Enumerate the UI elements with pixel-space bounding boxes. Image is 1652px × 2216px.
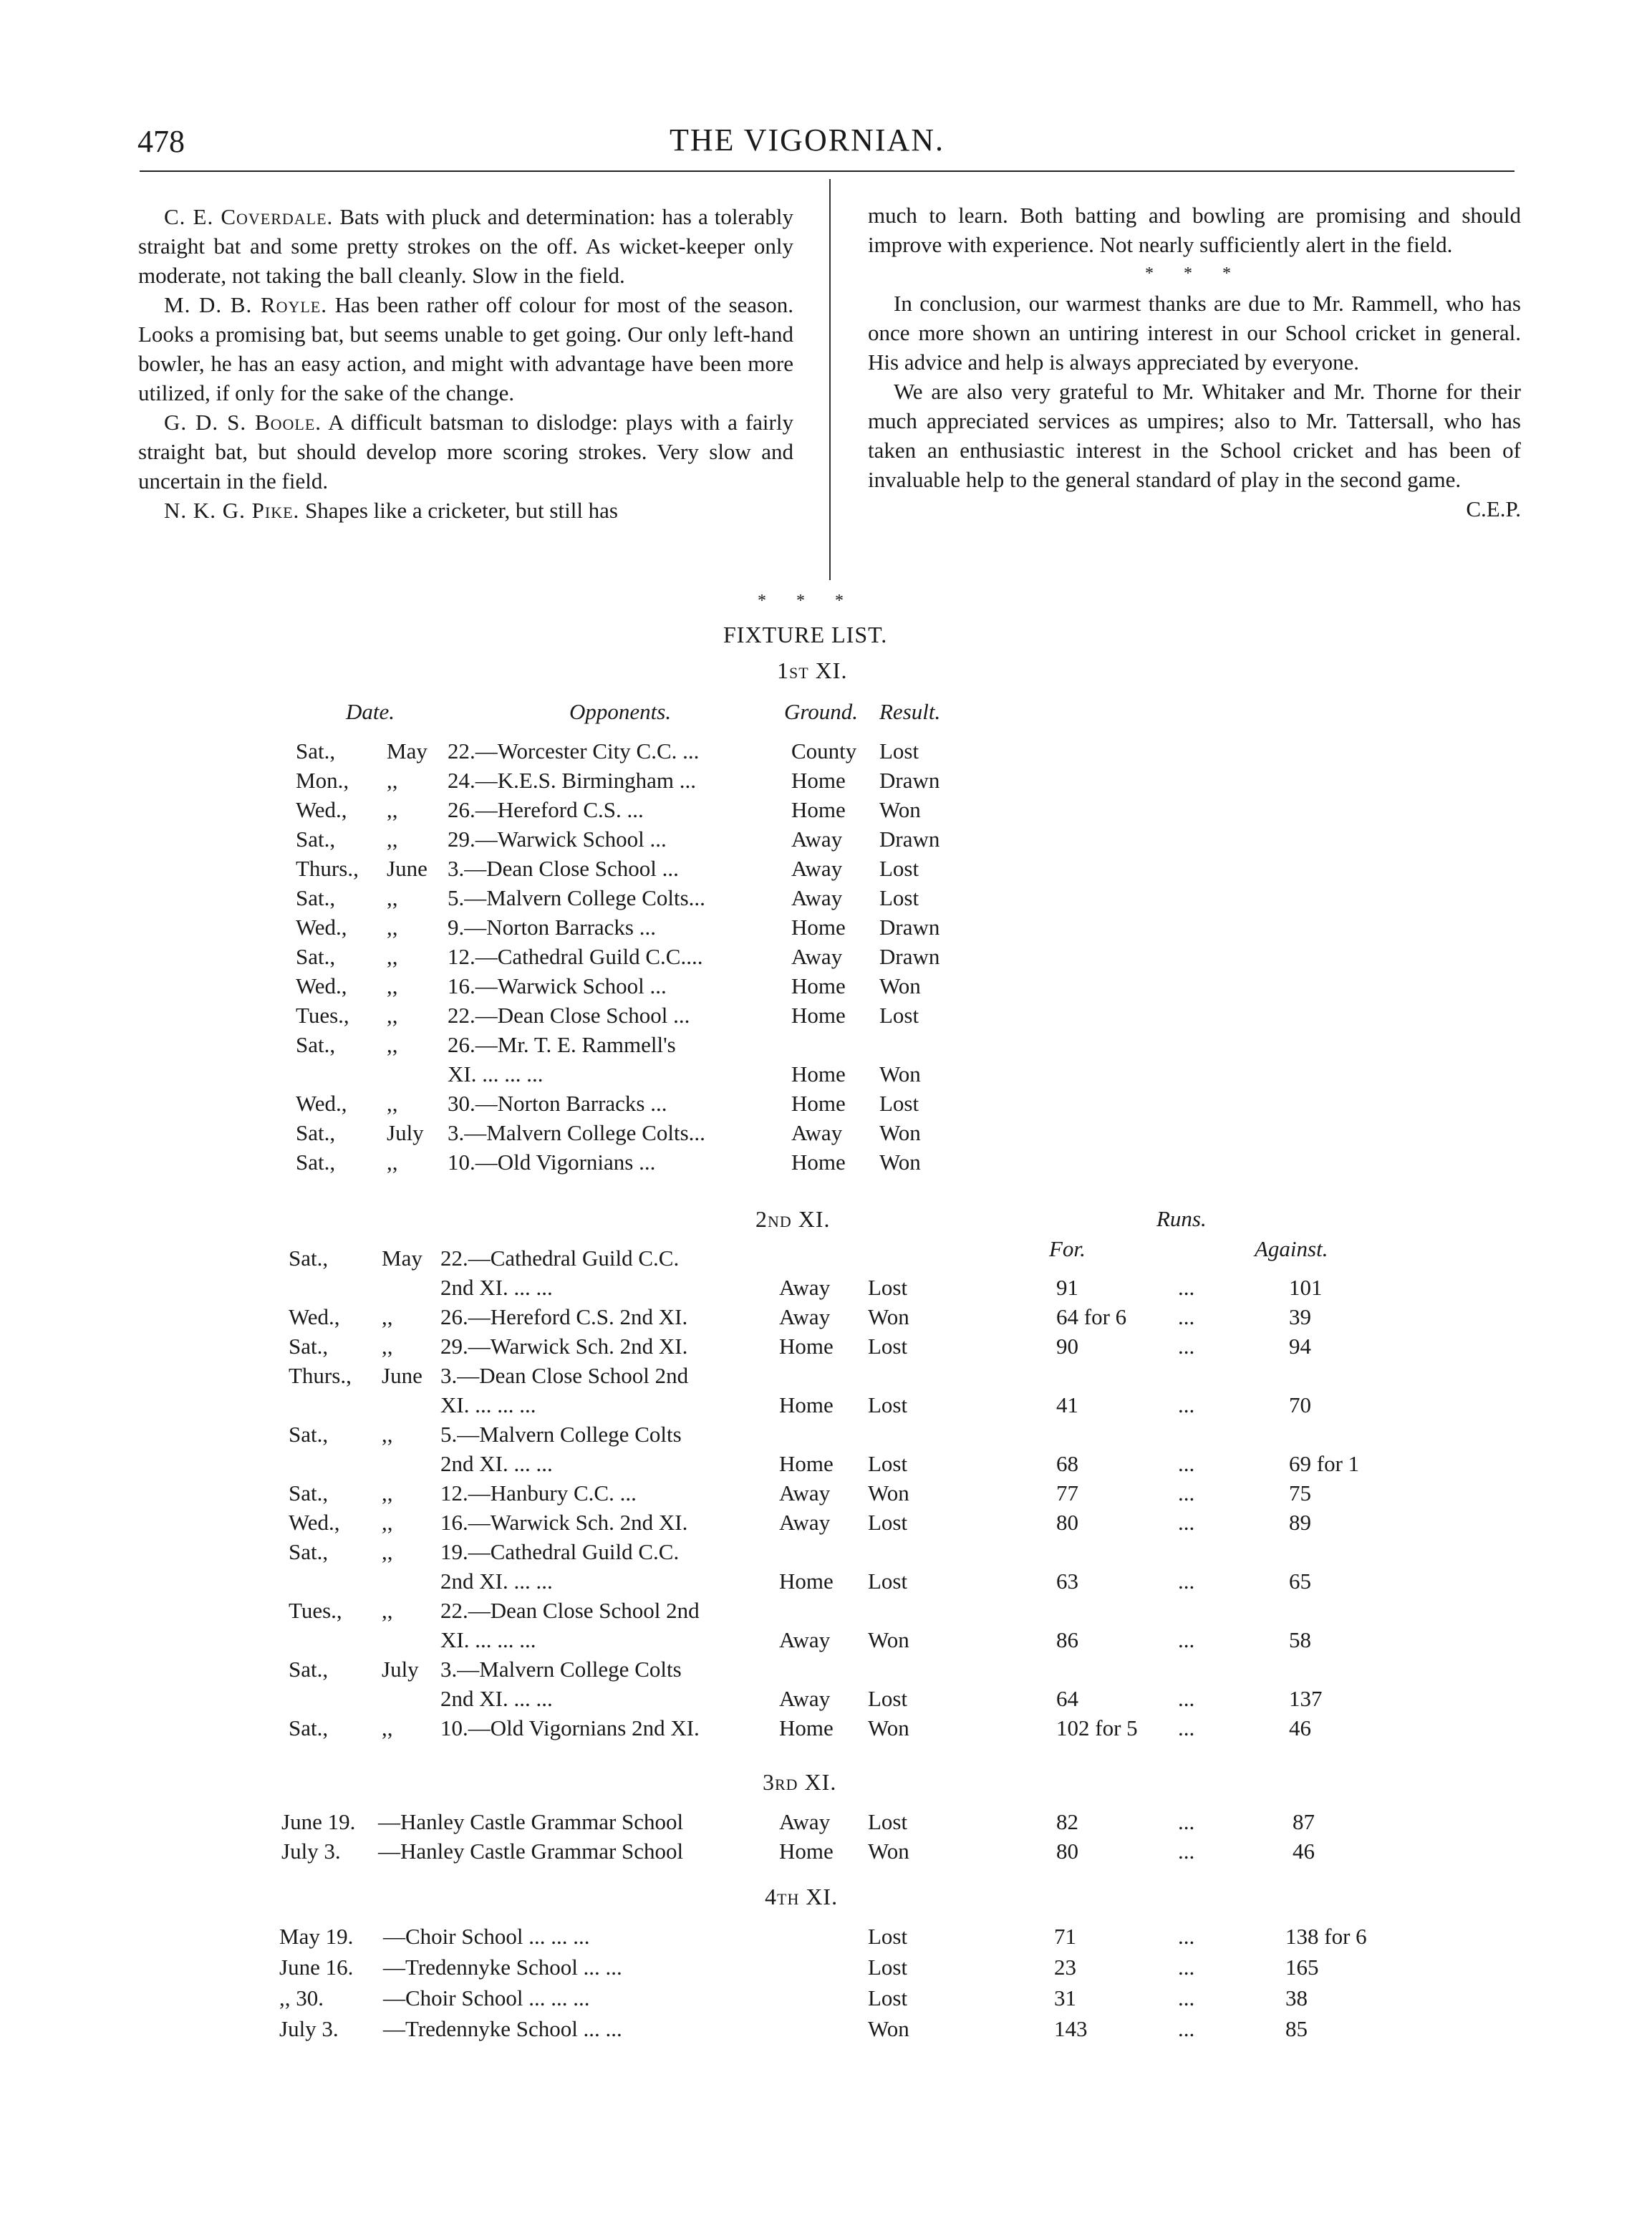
header-for: For. [1049,1236,1086,1261]
header-result: Result. [879,699,941,724]
cell-ground: Home [779,1839,834,1864]
player-name: C. E. Coverdale. [164,204,334,229]
fixture-row [0,1508,1652,1537]
cell-opponent: 22.—Dean Close School ... [448,1003,690,1028]
player-name: N. K. G. Pike. [164,498,300,523]
cell-leader-dots: ... [1178,1569,1195,1594]
cell-ground: Home [791,1150,846,1175]
fixture-row [0,1147,1652,1177]
cell-result: Lost [868,1686,908,1711]
fixture-row [0,912,1652,942]
cell-month: July [387,1120,424,1145]
cell-ground: Away [791,1120,843,1145]
cell-result: Lost [868,1924,908,1949]
cell-ground: Away [779,1809,831,1834]
cell-day: Thurs., [289,1363,352,1388]
cell-ground: Away [779,1275,831,1300]
cell-ground: Away [779,1510,831,1535]
cell-day: Wed., [296,1091,347,1116]
cell-leader-dots: ... [1178,1304,1195,1329]
cell-month: ,, [382,1715,393,1740]
cell-runs-against: 165 [1285,1955,1319,1980]
cell-result: Won [879,973,921,998]
cell-runs-for: 68 [1056,1451,1078,1476]
cell-opponent: 3.—Dean Close School ... [448,856,679,881]
report-text: A difficult batsman to dislodge: plays with a fairly straight bat, but should develop more scoring strokes. Very slow and uncertain in the field. [138,410,793,493]
cell-day: Tues., [296,1003,349,1028]
cell-result: Lost [879,738,919,763]
fixture-row [0,1478,1652,1508]
cell-runs-against: 138 for 6 [1285,1924,1367,1949]
cell-runs-for: 31 [1054,1985,1076,2010]
cell-ground: County [791,738,857,763]
cell-date: July 3. [279,2016,339,2041]
cell-result: Won [879,1061,921,1087]
cell-opponent: 10.—Old Vigornians 2nd XI. [440,1715,700,1740]
cell-result: Lost [879,885,919,910]
cell-runs-against: 94 [1289,1334,1311,1359]
cell-month: May [387,738,428,763]
cell-runs-against: 39 [1289,1304,1311,1329]
cell-day: Sat., [289,1657,329,1682]
cell-opponent: 12.—Cathedral Guild C.C.... [448,944,703,969]
page-number: 478 [137,124,185,159]
cell-ground: Away [791,856,843,881]
cell-runs-for: 80 [1056,1510,1078,1535]
cell-leader-dots: ... [1178,1715,1195,1740]
header-runs: Runs. [1156,1206,1207,1231]
fixture-row [0,1625,1652,1654]
conclusion-paragraph: In conclusion, our warmest thanks are due to Mr. Rammell, who has once more shown an untiring interest in our School cricket in general. His advice and help is always appreciated by everyone. [868,291,1521,375]
cell-day: Thurs., [296,856,359,881]
cell-day: Sat., [296,944,336,969]
cell-ground: Home [791,1061,846,1087]
cell-runs-against: 69 for 1 [1289,1451,1360,1476]
cell-opponent: XI. ... ... ... [440,1392,536,1417]
cell-month: ,, [387,915,398,940]
cell-day: Sat., [296,1120,336,1145]
fixture-row [0,1654,1652,1684]
cell-opponent: 5.—Malvern College Colts [440,1422,682,1447]
cell-opponent: —Tredennyke School ... ... [383,2016,622,2041]
header-date: Date. [346,699,395,724]
cell-opponent: 22.—Dean Close School 2nd [440,1598,700,1623]
cell-result: Drawn [879,915,940,940]
cell-ground: Away [791,827,843,852]
cell-result: Won [868,1627,909,1652]
cell-opponent: 19.—Cathedral Guild C.C. [440,1539,680,1564]
cell-month: ,, [387,944,398,969]
cell-runs-against: 70 [1289,1392,1311,1417]
right-column [868,201,1521,524]
cell-opponent: —Choir School ... ... ... [383,1985,590,2010]
cell-result: Lost [868,1392,908,1417]
fixture-row [0,1118,1652,1147]
cell-opponent: 2nd XI. ... ... [440,1451,553,1476]
cell-runs-against: 38 [1285,1985,1308,2010]
running-title: THE VIGORNIAN. [670,122,945,158]
cell-day: Wed., [296,915,347,940]
signature: C.E.P. [1466,496,1521,521]
player-name: M. D. B. Royle. [164,292,327,317]
cell-result: Drawn [879,944,940,969]
cell-ground: Away [791,944,843,969]
header-against: Against. [1255,1236,1328,1261]
cell-result: Won [879,1120,921,1145]
fixture-row [0,1922,1652,1951]
fixture-row [0,883,1652,912]
cell-day: Sat., [289,1422,329,1447]
cell-ground: Home [791,915,846,940]
cell-month: June [387,856,428,881]
cell-result: Lost [868,1569,908,1594]
cell-month: ,, [387,827,398,852]
cell-day: Sat., [289,1539,329,1564]
cell-runs-for: 71 [1054,1924,1076,1949]
cell-month: ,, [387,973,398,998]
cell-ground: Home [791,768,846,793]
cell-runs-against: 89 [1289,1510,1311,1535]
cell-ground: Home [779,1334,834,1359]
cell-opponent: 16.—Warwick Sch. 2nd XI. [440,1510,688,1535]
cell-runs-for: 64 [1056,1686,1078,1711]
fixture-row [0,1952,1652,1982]
cell-runs-for: 63 [1056,1569,1078,1594]
cell-opponent: 2nd XI. ... ... [440,1275,553,1300]
fixture-row [0,1836,1652,1866]
cell-date: June 16. [279,1955,354,1980]
cell-opponent: 26.—Hereford C.S. 2nd XI. [440,1304,688,1329]
cell-leader-dots: ... [1178,2016,1195,2041]
cell-ground: Home [779,1715,834,1740]
cell-month: ,, [387,1091,398,1116]
fixture-row [0,1331,1652,1361]
fixture-row [0,1420,1652,1449]
cell-month: ,, [387,885,398,910]
cell-result: Won [868,1480,909,1506]
cell-ground: Away [791,885,843,910]
cell-opponent: —Hanley Castle Grammar School [378,1839,684,1864]
report-paragraph [138,290,793,408]
cell-day: Wed., [296,797,347,822]
cell-ground: Home [791,797,846,822]
column-rule [829,179,831,580]
report-text: Has been rather off colour for most of the season. Looks a promising bat, but seems unable to get going. Our only left-hand bowler, he has an easy action, and might with advantage have been more utilized, if only for the sake of the change. [138,292,793,405]
cell-result: Lost [868,1510,908,1535]
cell-opponent: 26.—Hereford C.S. ... [448,797,644,822]
cell-ground: Away [779,1480,831,1506]
cell-runs-against: 137 [1289,1686,1323,1711]
cell-opponent: 16.—Warwick School ... [448,973,667,998]
left-column [138,202,793,525]
fixture-row [0,854,1652,883]
second-xi-heading: 2nd XI. [755,1206,831,1232]
cell-opponent: 22.—Cathedral Guild C.C. [440,1246,680,1271]
cell-result: Lost [879,1003,919,1028]
cell-ground: Home [791,1091,846,1116]
cell-ground: Away [779,1627,831,1652]
cell-ground: Away [779,1304,831,1329]
cell-day: Sat., [296,885,336,910]
header-rule [140,170,1515,172]
cell-runs-for: 90 [1056,1334,1078,1359]
cell-month: ,, [382,1422,393,1447]
cell-result: Lost [868,1985,908,2010]
cell-result: Lost [868,1955,908,1980]
cell-runs-against: 85 [1285,2016,1308,2041]
cell-date: ,, 30. [279,1985,324,2010]
cell-runs-against: 46 [1289,1715,1311,1740]
header-ground: Ground. [784,699,859,724]
fixture-row [0,1059,1652,1089]
fixture-row [0,1243,1652,1273]
cell-month: ,, [382,1304,393,1329]
fixture-row [0,1302,1652,1331]
fixture-row [0,1537,1652,1566]
cell-leader-dots: ... [1178,1451,1195,1476]
cell-month: May [382,1246,422,1271]
cell-month: June [382,1363,422,1388]
cell-opponent: 3.—Malvern College Colts... [448,1120,705,1145]
cell-result: Won [879,797,921,822]
cell-day: Sat., [289,1334,329,1359]
fixture-row [0,1596,1652,1625]
first-xi-heading: 1st XI. [777,657,848,683]
cell-day: Sat., [289,1480,329,1506]
cell-leader-dots: ... [1178,1924,1195,1949]
cell-opponent: 22.—Worcester City C.C. ... [448,738,700,763]
cell-month: ,, [382,1480,393,1506]
fixture-row [0,1001,1652,1030]
cell-leader-dots: ... [1178,1985,1195,2010]
section-stars: * * * [1145,264,1244,283]
cell-ground: Away [779,1686,831,1711]
cell-month: ,, [387,797,398,822]
cell-month: ,, [387,1150,398,1175]
fixture-row [0,1983,1652,2013]
report-text: Shapes like a cricketer, but still has [299,498,618,523]
cell-day: Sat., [296,827,336,852]
cell-opponent: XI. ... ... ... [448,1061,544,1087]
player-name: G. D. S. Boole. [164,410,322,435]
cell-ground: Home [779,1392,834,1417]
cell-runs-against: 101 [1289,1275,1323,1300]
cell-month: ,, [387,768,398,793]
fixture-row [0,1030,1652,1059]
cell-opponent: 26.—Mr. T. E. Rammell's [448,1032,676,1057]
cell-runs-for: 80 [1056,1839,1078,1864]
cell-opponent: 2nd XI. ... ... [440,1569,553,1594]
cell-leader-dots: ... [1178,1809,1195,1834]
cell-result: Lost [868,1451,908,1476]
cell-result: Drawn [879,768,940,793]
cell-runs-for: 77 [1056,1480,1078,1506]
fourth-xi-heading: 4th XI. [765,1884,839,1909]
cell-opponent: 29.—Warwick School ... [448,827,667,852]
fixture-row [0,1684,1652,1713]
cell-opponent: 29.—Warwick Sch. 2nd XI. [440,1334,688,1359]
cell-runs-for: 143 [1054,2016,1088,2041]
cell-month: ,, [382,1334,393,1359]
cell-day: Wed., [296,973,347,998]
cell-leader-dots: ... [1178,1686,1195,1711]
cell-month: ,, [387,1003,398,1028]
header-opponents: Opponents. [569,699,672,724]
cell-runs-against: 65 [1289,1569,1311,1594]
third-xi-heading: 3rd XI. [763,1769,837,1795]
conclusion-paragraph: We are also very grateful to Mr. Whitaker and Mr. Thorne for their much appreciated services as umpires; also to Mr. Tattersall, who has taken an enthusiastic interest in the School cricket and has been of invaluable help to the general standard of play in the second game. [868,379,1521,492]
fixture-row [0,1390,1652,1420]
cell-month: ,, [382,1539,393,1564]
cell-opponent: 9.—Norton Barracks ... [448,915,656,940]
fixture-row [0,824,1652,854]
cell-leader-dots: ... [1178,1955,1195,1980]
cell-day: Mon., [296,768,349,793]
cell-runs-for: 41 [1056,1392,1078,1417]
cell-opponent: 12.—Hanbury C.C. ... [440,1480,637,1506]
cell-opponent: 3.—Dean Close School 2nd [440,1363,689,1388]
cell-result: Won [868,1839,909,1864]
fixture-stars: * * * [758,592,856,610]
cell-leader-dots: ... [1178,1480,1195,1506]
cell-result: Lost [868,1809,908,1834]
fixture-row [0,1807,1652,1836]
cell-result: Lost [879,1091,919,1116]
report-paragraph [138,202,793,290]
cell-day: Tues., [289,1598,342,1623]
cell-day: Sat., [296,1150,336,1175]
cell-leader-dots: ... [1178,1275,1195,1300]
cell-opponent: 3.—Malvern College Colts [440,1657,682,1682]
fixture-list-title: FIXTURE LIST. [723,622,888,647]
cell-day: Wed., [289,1304,340,1329]
cell-day: Sat., [289,1715,329,1740]
fixture-row [0,971,1652,1001]
fixture-row [0,1089,1652,1118]
fixture-row [0,1449,1652,1478]
report-paragraph [138,408,793,496]
cell-day: Wed., [289,1510,340,1535]
cell-runs-against: 87 [1293,1809,1315,1834]
cell-runs-against: 46 [1293,1839,1315,1864]
cell-leader-dots: ... [1178,1334,1195,1359]
fixture-row [0,2014,1652,2043]
cell-opponent: —Tredennyke School ... ... [383,1955,622,1980]
cell-ground: Home [779,1569,834,1594]
cell-opponent: —Hanley Castle Grammar School [378,1809,684,1834]
report-continuation: much to learn. Both batting and bowling are promising and should improve with experience. Not nearly sufficiently alert in the field. [868,203,1521,257]
cell-opponent: 5.—Malvern College Colts... [448,885,705,910]
fixture-row [0,942,1652,971]
cell-result: Lost [868,1275,908,1300]
cell-day: Sat., [289,1246,329,1271]
cell-opponent: 2nd XI. ... ... [440,1686,553,1711]
cell-month: July [382,1657,419,1682]
cell-date: July 3. [281,1839,341,1864]
fixture-row [0,1566,1652,1596]
cell-opponent: 10.—Old Vigornians ... [448,1150,656,1175]
cell-result: Lost [868,1334,908,1359]
cell-result: Won [879,1150,921,1175]
report-paragraph [138,496,793,525]
cell-ground: Home [791,1003,846,1028]
cell-runs-for: 91 [1056,1275,1078,1300]
cell-date: June 19. [281,1809,356,1834]
cell-runs-against: 58 [1289,1627,1311,1652]
cell-runs-for: 82 [1056,1809,1078,1834]
cell-ground: Home [779,1451,834,1476]
fixture-row [0,795,1652,824]
cell-date: May 19. [279,1924,354,1949]
cell-month: ,, [382,1598,393,1623]
cell-opponent: 30.—Norton Barracks ... [448,1091,667,1116]
cell-result: Drawn [879,827,940,852]
cell-day: Sat., [296,1032,336,1057]
cell-month: ,, [387,1032,398,1057]
cell-runs-for: 64 for 6 [1056,1304,1127,1329]
fixture-row [0,736,1652,766]
cell-month: ,, [382,1510,393,1535]
report-text: Bats with pluck and determination: has a tolerably straight bat and some pretty strokes on the off. As wicket-keeper only moderate, not taking the ball cleanly. Slow in the field. [138,204,793,288]
cell-runs-for: 86 [1056,1627,1078,1652]
fixture-row [0,766,1652,795]
cell-runs-for: 102 for 5 [1056,1715,1138,1740]
cell-result: Won [868,2016,909,2041]
cell-result: Won [868,1304,909,1329]
cell-opponent: —Choir School ... ... ... [383,1924,590,1949]
cell-day: Sat., [296,738,336,763]
cell-leader-dots: ... [1178,1839,1195,1864]
cell-leader-dots: ... [1178,1627,1195,1652]
fixture-row [0,1361,1652,1390]
cell-leader-dots: ... [1178,1392,1195,1417]
cell-ground: Home [791,973,846,998]
cell-result: Won [868,1715,909,1740]
cell-runs-for: 23 [1054,1955,1076,1980]
fixture-row [0,1273,1652,1302]
cell-opponent: 24.—K.E.S. Birmingham ... [448,768,697,793]
cell-leader-dots: ... [1178,1510,1195,1535]
fixture-row [0,1713,1652,1743]
cell-opponent: XI. ... ... ... [440,1627,536,1652]
cell-result: Lost [879,856,919,881]
cell-runs-against: 75 [1289,1480,1311,1506]
